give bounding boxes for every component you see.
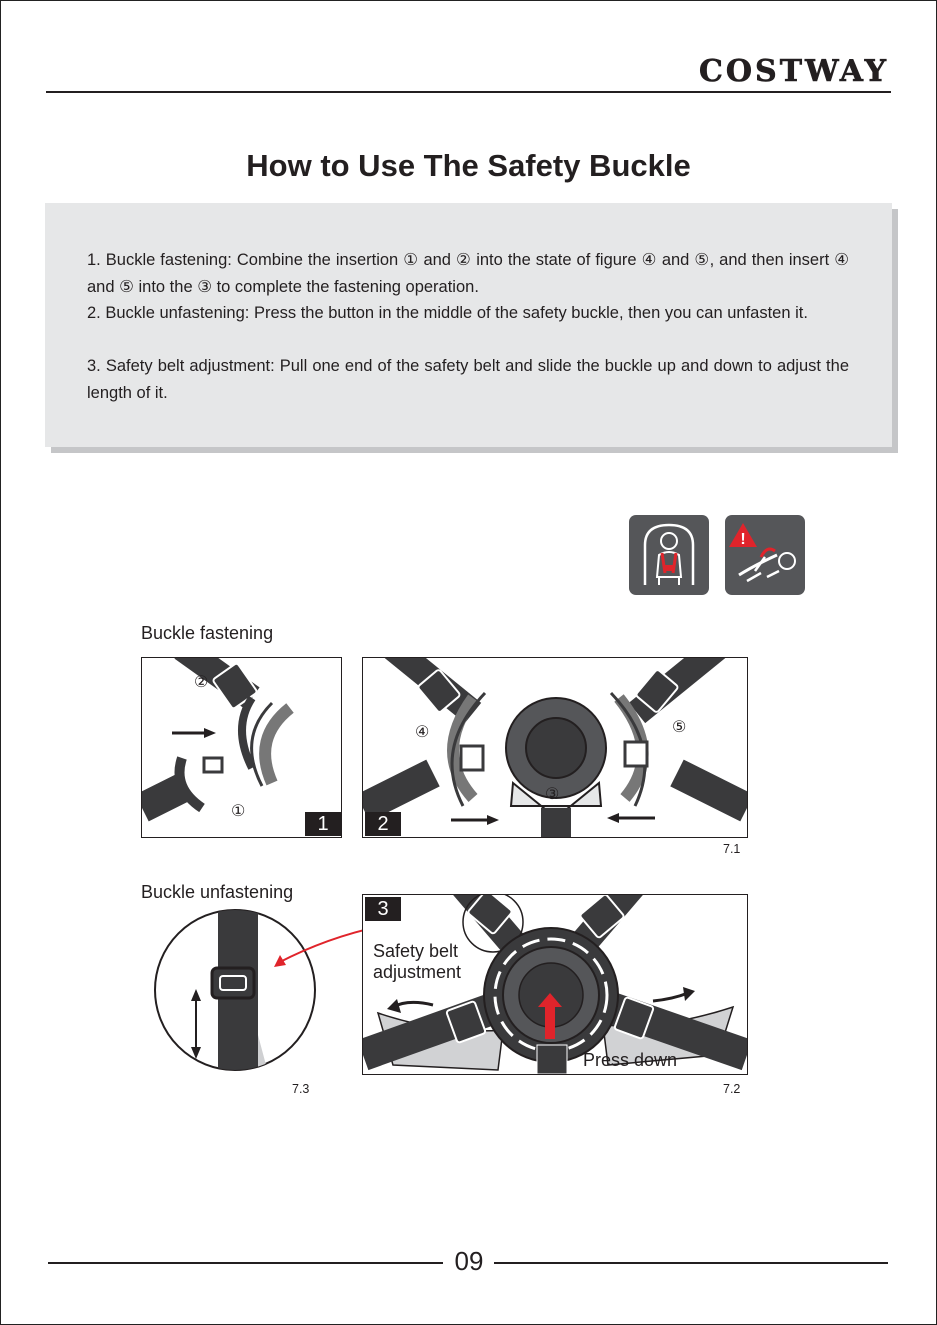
page-title: How to Use The Safety Buckle (246, 148, 691, 183)
figure-panel-2 (362, 657, 748, 838)
child-harnessed-icon (629, 515, 709, 595)
header-rule (46, 91, 891, 93)
figure-panel-1 (141, 657, 342, 838)
label-press-down: Press down (583, 1050, 678, 1070)
panel-3-illustration (363, 895, 747, 1074)
figure-number-7-1: 7.1 (723, 842, 741, 856)
info-box (45, 203, 892, 447)
footer-rule-left (48, 1262, 443, 1264)
instruction-fastening: 1. Buckle fastening: Combine the insertion ① and ② into the state of figure ④ and ⑤, and then insert ④ and ⑤ into the ③ to complete the fastening operation. (87, 251, 849, 296)
caption-buckle-fastening: Buckle fastening (141, 623, 274, 643)
svg-text:!: ! (740, 531, 746, 548)
panel-2-illustration (363, 658, 747, 837)
brand-logo: COSTWAY (699, 54, 889, 89)
figure-number-7-2: 7.2 (723, 1082, 741, 1096)
step-tag-2: 2 (365, 812, 401, 836)
part-label-3: ③ (545, 786, 560, 803)
footer-rule-right (494, 1262, 888, 1264)
part-label-5: ⑤ (672, 719, 687, 736)
caption-buckle-unfastening: Buckle unfastening (141, 882, 294, 902)
ejection-warning-icon (725, 515, 805, 595)
step-tag-1: 1 (305, 812, 341, 836)
part-label-4: ④ (415, 724, 430, 741)
step-tag-3: 3 (365, 897, 401, 921)
part-label-1: ① (231, 803, 246, 820)
instruction-adjustment: 3. Safety belt adjustment: Pull one end of the safety belt and slide the buckle up and down to adjust the length of it. (87, 357, 849, 402)
label-safety-belt-adjustment: Safety belt adjustment (373, 941, 462, 982)
figure-number-7-3: 7.3 (292, 1082, 310, 1096)
part-label-2: ② (194, 674, 209, 691)
instruction-unfastening: 2. Buckle unfastening: Press the button in the middle of the safety buckle, then you can unfasten it. (87, 304, 808, 322)
figure-panel-3 (362, 894, 748, 1075)
page-number: 09 (454, 1246, 484, 1276)
